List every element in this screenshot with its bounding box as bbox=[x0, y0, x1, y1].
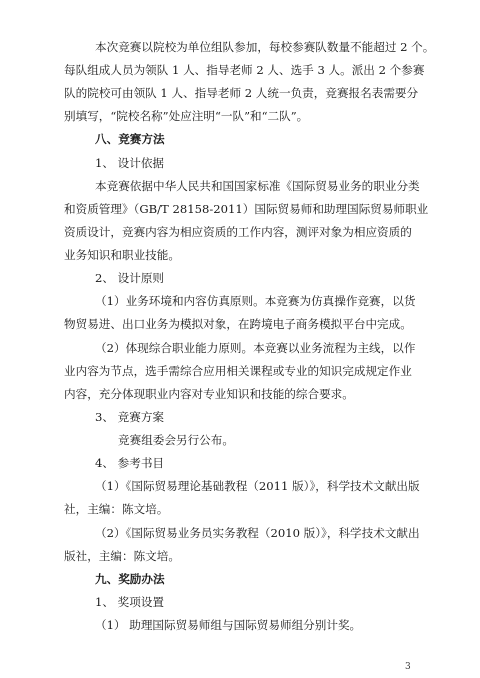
paragraph-line: 和资质管理》（GB/T 28158-2011）国际贸易师和助理国际贸易师职业 bbox=[64, 202, 429, 216]
paragraph-line: 竞赛组委会另行公布。 bbox=[118, 433, 234, 447]
section-heading: 八、竞赛方法 bbox=[95, 132, 165, 146]
paragraph-line: 别填写，“院校名称”处应注明“一队”和“二队”。 bbox=[64, 109, 309, 123]
paragraph-line: 内容，充分体现职业内容对专业知识和技能的综合要求。 bbox=[64, 387, 354, 401]
paragraph-line: （1） 助理国际贸易师组与国际贸易师组分别计奖。 bbox=[95, 618, 362, 632]
subsection-heading: 3、 竞赛方案 bbox=[95, 410, 165, 424]
reference-item: （2）《国际贸易业务员实务教程（2010 版）》，科学技术文献出 bbox=[95, 526, 420, 540]
paragraph-line: 物贸易进、出口业务为模拟对象，在跨境电子商务模拟平台中完成。 bbox=[64, 317, 412, 331]
paragraph-line: 业务知识和职业技能。 bbox=[64, 248, 180, 262]
page-number: 3 bbox=[405, 662, 411, 672]
subsection-heading: 4、 参考书目 bbox=[95, 456, 165, 470]
paragraph-line: （2）体现综合职业能力原则。本竞赛以业务流程为主线，以作 bbox=[95, 341, 416, 355]
paragraph-line: 资质设计，竞赛内容为相应资质的工作内容，测评对象为相应资质的 bbox=[64, 225, 412, 239]
paragraph-line: （1）业务环境和内容仿真原则。本竞赛为仿真操作竞赛，以货 bbox=[95, 294, 416, 308]
subsection-heading: 2、 设计原则 bbox=[95, 271, 165, 285]
reference-item: 社，主编：陈文培。 bbox=[64, 502, 169, 516]
subsection-heading: 1、 设计依据 bbox=[95, 156, 165, 170]
reference-item: （1）《国际贸易理论基础教程（2011 版）》，科学技术文献出版 bbox=[95, 479, 420, 493]
subsection-heading: 1、 奖项设置 bbox=[95, 595, 165, 609]
reference-item: 版社，主编：陈文培。 bbox=[64, 549, 180, 563]
paragraph-line: 业内容为节点，选手需综合应用相关课程或专业的知识完成规定作业 bbox=[64, 364, 412, 378]
paragraph-line: 每队组成人员为领队 1 人、指导老师 2 人、选手 3 人。派出 2 个参赛 bbox=[64, 63, 425, 77]
section-heading: 九、奖励办法 bbox=[95, 572, 165, 586]
paragraph-line: 队的院校可由领队 1 人、指导老师 2 人统一负责，竞赛报名表需要分 bbox=[64, 86, 419, 100]
paragraph-line: 本次竞赛以院校为单位组队参加，每校参赛队数量不能超过 2 个。 bbox=[95, 40, 435, 54]
paragraph-line: 本竞赛依据中华人民共和国国家标准《国际贸易业务的职业分类 bbox=[95, 179, 420, 193]
